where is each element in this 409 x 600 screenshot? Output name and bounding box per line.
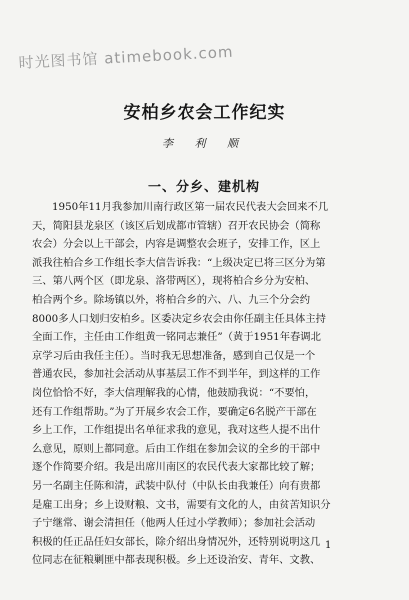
- body-text: [32, 198, 384, 570]
- body-line: 全面工作，主任由工作组黄一铭同志兼任”（黄于1951年春调北: [32, 331, 321, 344]
- body-line: 么意见，原则上都同意。后由工作组在参加会议的全乡的干部中: [32, 442, 321, 455]
- body-line: 岗位恰恰不好，李大信理解我的心情，他鼓励我说：“不要怕，: [32, 386, 316, 399]
- section-heading: 一、分乡、建机构: [148, 180, 261, 195]
- body-line: 柏合两个乡。除场镇以外，将柏合乡的六、八、九三个分会约: [32, 293, 311, 306]
- body-line: 积极的任正品任妇女部长，除介绍出身情况外，还特别说明这几: [32, 535, 321, 548]
- body-line: 位同志在征粮剿匪中都表现积极。乡上还设治安、青年、文教、: [32, 554, 321, 567]
- body-line: 普通农民，参加社会活动从事基层工作不到半年，到这样的工作: [32, 368, 321, 381]
- watermark: 时光图书馆 atimebook.com: [18, 42, 234, 72]
- author-name: 李 利 顺: [162, 137, 247, 150]
- body-line: 还有工作组帮助。”为了开展乡农会工作，要确定6名脱产干部在: [32, 405, 317, 418]
- body-line: 天，简阳县龙泉区（该区后划成都市管辖）召开农民协会（简称: [32, 219, 321, 232]
- body-line: 是雇工出身；乡上设财粮、文书，需要有文化的人，由贫苦知识分: [32, 498, 331, 511]
- body-line: 京学习后由我任主任）。当时我无思想准备，感到自己仅是一个: [32, 349, 316, 362]
- body-line: 8000多人口划归安柏乡。区委决定乡农会由你任副主任具体主持: [32, 312, 326, 325]
- body-line: 派我往柏合乡工作组长李大信告诉我：“上级决定已将三区分为第: [32, 256, 326, 269]
- body-line: 另一名副主任陈和清，武装中队付（中队长由我兼任）向有贵都: [32, 479, 321, 492]
- body-line: 1950年11月我参加川南行政区第一届农民代表大会回来不几: [52, 201, 329, 213]
- body-line: 逐个作简要介绍。我是出席川南区的农民代表大家都比较了解；: [32, 461, 321, 474]
- body-line: 子宁继常、谢会清担任（他两人任过小学教师）；参加社会活动: [32, 517, 316, 530]
- article-title: 安柏乡农会工作纪实: [123, 103, 286, 123]
- body-line: 农会）分会以上干部会，内容是调整农会班子，安排工作，区上: [32, 238, 321, 251]
- body-line: 乡上工作，工作组提出名单征求我的意见，我对这些人提不出什: [32, 424, 321, 437]
- page-number: 1: [325, 540, 332, 551]
- body-line: 三、第八两个区（即龙泉、洛带两区），现将柏合乡分为安柏、: [32, 275, 316, 288]
